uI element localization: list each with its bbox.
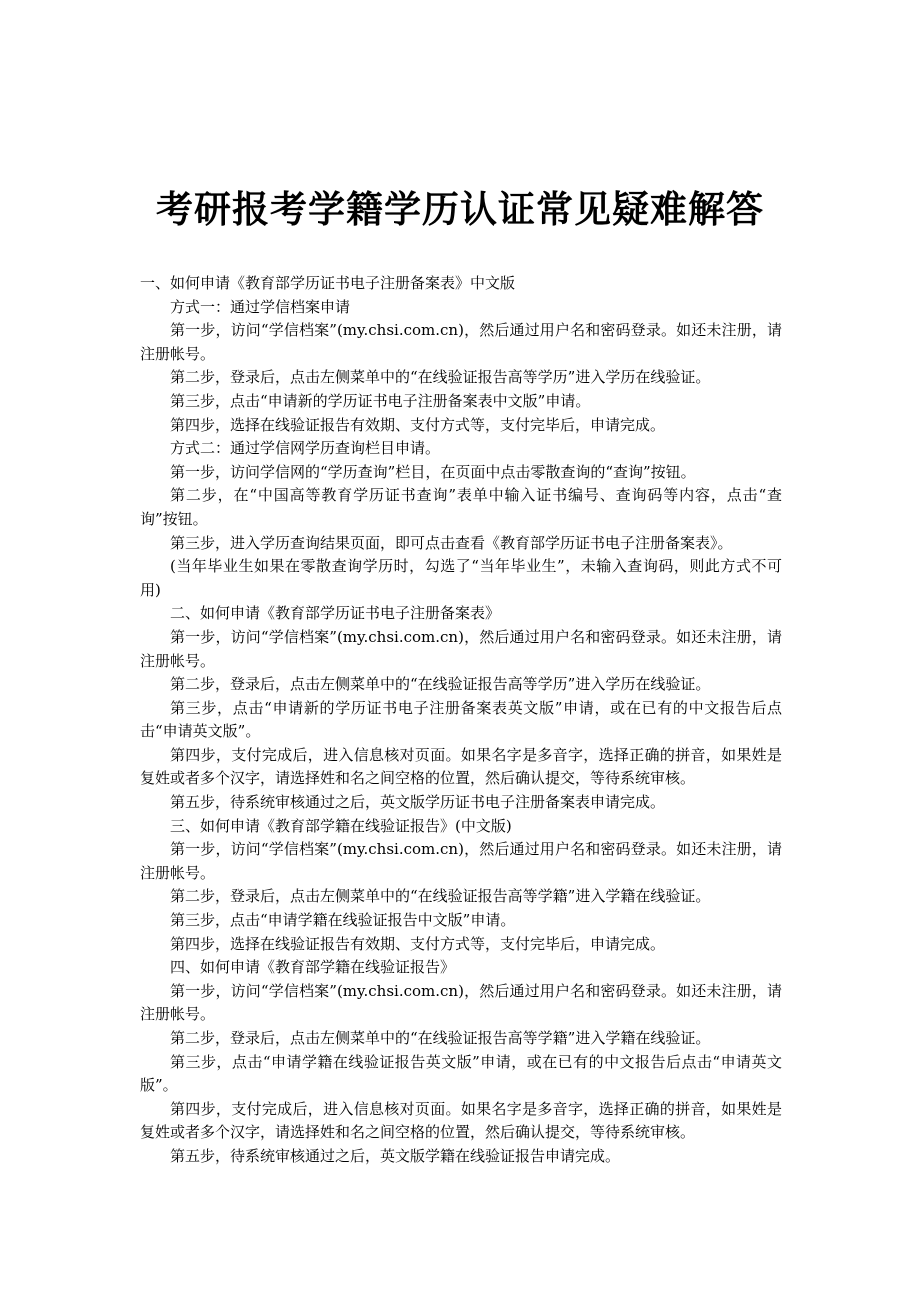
paragraph: 第一步，访问“学信档案”(my.chsi.com.cn)，然后通过用户名和密码登录。如还未注册，请注册帐号。 — [140, 840, 782, 882]
paragraph: 第四步，支付完成后，进入信息核对页面。如果名字是多音字，选择正确的拼音，如果姓是复姓或者多个汉字，请选择姓和名之间空格的位置，然后确认提交，等待系统审核。 — [140, 745, 782, 788]
paragraph: 第一步，访问学信网的“学历查询”栏目，在页面中点击零散查询的“查询”按钮。 — [170, 462, 696, 481]
paragraph: 第二步，在“中国高等教育学历证书查询”表单中输入证书编号、查询码等内容，点击“查询”按钮。 — [140, 486, 782, 528]
paragraph: 第二步，登录后，点击左侧菜单中的“在线验证报告高等学历”进入学历在线验证。 — [170, 368, 711, 387]
paragraph: 第二步，登录后，点击左侧菜单中的“在线验证报告高等学籍”进入学籍在线验证。 — [170, 887, 711, 906]
paragraph: 第四步，支付完成后，进入信息核对页面。如果名字是多音字，选择正确的拼音，如果姓是复姓或者多个汉字，请选择姓和名之间空格的位置，然后确认提交，等待系统审核。 — [140, 1099, 782, 1142]
paragraph: 第三步，点击“申请新的学历证书电子注册备案表英文版”申请，或在已有的中文报告后点击“申请英文版”。 — [140, 698, 782, 741]
paragraph: 第二步，登录后，点击左侧菜单中的“在线验证报告高等学历”进入学历在线验证。 — [170, 675, 711, 694]
paragraph: 方式二：通过学信网学历查询栏目申请。 — [170, 439, 441, 458]
paragraph: 一、如何申请《教育部学历证书电子注册备案表》中文版 — [140, 274, 516, 292]
paragraph: 第二步，登录后，点击左侧菜单中的“在线验证报告高等学籍”进入学籍在线验证。 — [170, 1029, 711, 1047]
paragraph: 第四步，选择在线验证报告有效期、支付方式等，支付完毕后，申请完成。 — [170, 934, 666, 953]
paragraph: 第五步，待系统审核通过之后，英文版学籍在线验证报告申请完成。 — [170, 1146, 621, 1165]
paragraph: 四、如何申请《教育部学籍在线验证报告》 — [170, 958, 456, 977]
paragraph: 第三步，点击“申请新的学历证书电子注册备案表中文版”申请。 — [170, 391, 591, 410]
paragraph: 二、如何申请《教育部学历证书电子注册备案表》 — [170, 604, 501, 623]
document-title: 考研报考学籍学历认证常见疑难解答 — [156, 187, 764, 231]
document-body — [140, 272, 782, 1169]
paragraph: 第三步，点击“申请学籍在线验证报告英文版”申请，或在已有的中文报告后点击“申请英文版”。 — [140, 1052, 782, 1095]
paragraph: 第一步，访问“学信档案”(my.chsi.com.cn)，然后通过用户名和密码登录。如还未注册，请注册帐号。 — [140, 627, 782, 670]
paragraph: 第五步，待系统审核通过之后，英文版学历证书电子注册备案表申请完成。 — [170, 793, 666, 812]
paragraph: 第一步，访问“学信档案”(my.chsi.com.cn)，然后通过用户名和密码登录。如还未注册，请注册帐号。 — [140, 321, 782, 363]
paragraph: 第三步，进入学历查询结果页面，即可点击查看《教育部学历证书电子注册备案表》。 — [170, 533, 733, 552]
paragraph: 三、如何申请《教育部学籍在线验证报告》(中文版) — [170, 816, 512, 835]
paragraph: 第四步，选择在线验证报告有效期、支付方式等，支付完毕后，申请完成。 — [170, 415, 666, 434]
paragraph: 第一步，访问“学信档案”(my.chsi.com.cn)，然后通过用户名和密码登录。如还未注册，请注册帐号。 — [140, 981, 782, 1024]
paragraph: 方式一：通过学信档案申请 — [170, 297, 351, 316]
paragraph: 第三步，点击“申请学籍在线验证报告中文版”申请。 — [170, 911, 516, 930]
paragraph: (当年毕业生如果在零散查询学历时，勾选了“当年毕业生”，未输入查询码，则此方式不可用) — [140, 557, 782, 599]
